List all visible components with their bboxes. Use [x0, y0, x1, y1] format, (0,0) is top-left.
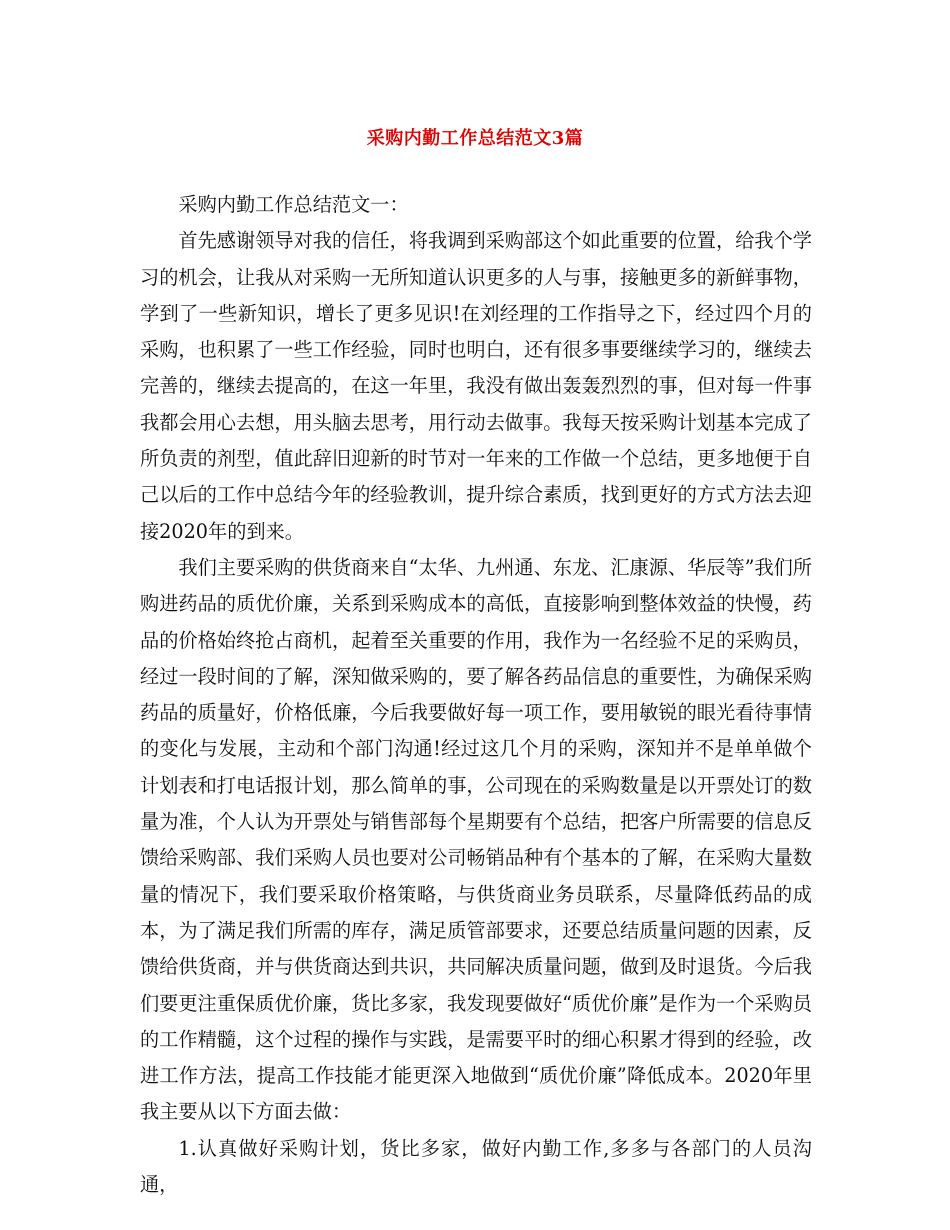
document-body — [140, 187, 812, 1203]
paragraph: 1.认真做好采购计划，货比多家，做好内勤工作,多多与各部门的人员沟通， — [140, 1136, 812, 1197]
paragraph-heading: 采购内勤工作总结范文一： — [178, 193, 409, 216]
paragraph: 首先感谢领导对我的信任，将我调到采购部这个如此重要的位置，给我个学习的机会，让我从对采购一无所知道认识更多的人与事，接触更多的新鲜事物，学到了一些新知识，增长了更多见识!在刘经理的工作指导之下，经过四个月的采购，也积累了一些工作经验，同时也明白，还有很多事要继续学习的，继续去完善的，继续去提高的，在这一年里，我没有做出轰轰烈烈的事，但对每一件事我都会用心去想，用头脑去思考，用行动去做事。我每天按采购计划基本完成了所负责的剂型，值此辞旧迎新的时节对一年来的工作做一个总结，更多地便于自己以后的工作中总结今年的经验教训，提升综合素质，找到更好的方式方法去迎接2020年的到来。 — [140, 229, 812, 543]
document-title: 采购内勤工作总结范文3篇 — [366, 128, 584, 149]
paragraph: 我们主要采购的供货商来自“太华、九州通、东龙、汇康源、华辰等”我们所购进药品的质优价廉，关系到采购成本的高低，直接影响到整体效益的快慢，药品的价格始终抢占商机，起着至关重要的作用，我作为一名经验不足的采购员，经过一段时间的了解，深知做采购的，要了解各药品信息的重要性，为确保采购药品的质量好，价格低廉，今后我要做好每一项工作，要用敏锐的眼光看待事情的变化与发展，主动和个部门沟通!经过这几个月的采购，深知并不是单单做个计划表和打电话报计划，那么简单的事，公司现在的采购数量是以开票处订的数量为准，个人认为开票处与销售部每个星期要有个总结，把客户所需要的信息反馈给采购部、我们采购人员也要对公司畅销品种有个基本的了解，在采购大量数量的情况下，我们要采取价格策略，与供货商业务员联系，尽量降低药品的成本，为了满足我们所需的库存，满足质管部要求，还要总结质量问题的因素，反馈给供货商，并与供货商达到共识，共同解决质量问题，做到及时退货。今后我们要更注重保质优价廉，货比多家，我发现要做好“质优价廉”是作为一个采购员的工作精髓，这个过程的操作与实践，是需要平时的细心积累才得到的经验，改进工作方法，提高工作技能才能更深入地做到“质优价廉”降低成本。2020年里我主要从以下方面去做： — [140, 555, 813, 1124]
